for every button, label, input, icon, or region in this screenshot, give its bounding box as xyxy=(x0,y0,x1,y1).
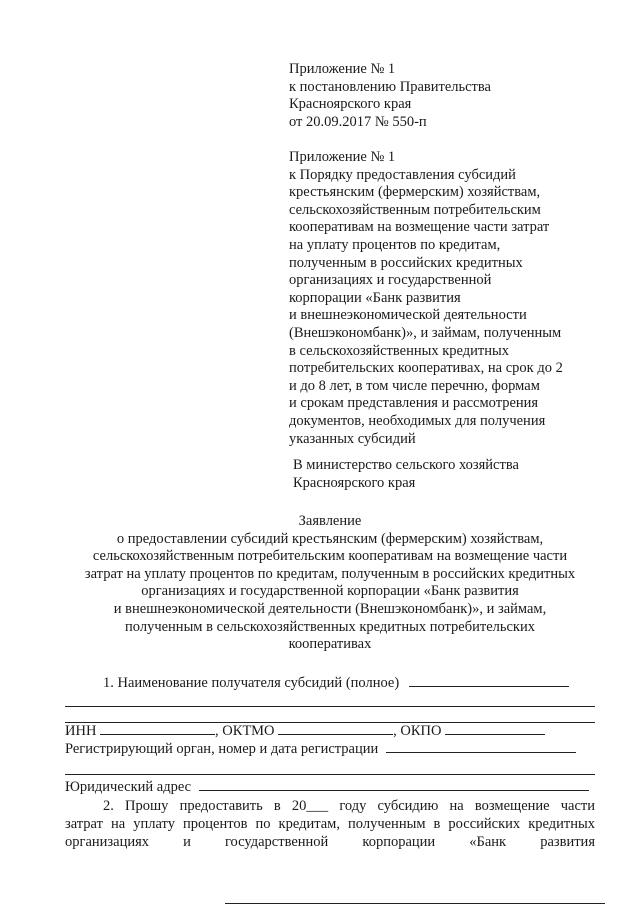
recipient-name-row xyxy=(65,674,595,692)
application-form xyxy=(65,664,595,904)
annex-header-procedure xyxy=(289,149,563,448)
statement-line: затрат на уплату процентов по кредитам, полученным в российских кредитных xyxy=(84,565,576,582)
inn-label: ИНН xyxy=(65,723,97,739)
statement-line: кооперативах xyxy=(288,636,372,653)
item2-line: затрат на уплату процентов по кредитам, полученным в российских кредитных xyxy=(65,816,595,832)
annex-line: крестьянским (фермерским) хозяйствам, xyxy=(289,184,541,201)
registrar-field-line[interactable] xyxy=(65,774,595,775)
annex-line: и срокам представления и рассмотрения xyxy=(289,395,539,412)
addressee xyxy=(293,457,519,492)
statement-line: о предоставлении субсидий крестьянским (фермерским) хозяйствам, xyxy=(116,530,544,547)
statement-line: и внешнеэкономической деятельности (Внешэкономбанк)», и займам, xyxy=(113,600,547,617)
okpo-field[interactable] xyxy=(445,722,545,735)
annex-line: потребительских кооперативах, на срок до 2 xyxy=(289,360,563,377)
annex-header-resolution xyxy=(289,61,491,131)
annex-line: организациях и государственной xyxy=(289,272,492,289)
annex-line: и внешнеэкономической деятельности xyxy=(289,307,527,324)
statement-line: организациях и государственной корпорации «Банк развития xyxy=(141,583,519,600)
inn-field[interactable] xyxy=(100,722,215,735)
annex-line: Приложение № 1 xyxy=(289,149,396,165)
annex-line: Приложение № 1 xyxy=(289,61,396,77)
oktmo-label: , ОКТМО xyxy=(215,723,275,739)
recipient-name-field[interactable] xyxy=(409,674,569,687)
annex-line: от 20.09.2017 № 550-п xyxy=(289,113,427,130)
legal-address-field[interactable] xyxy=(199,778,589,791)
addressee-line: Красноярского края xyxy=(293,474,416,491)
annex-line: указанных субсидий xyxy=(289,430,416,447)
item2-line: организациях и государственной корпорации «Банк развития xyxy=(65,834,595,850)
registrar-field[interactable] xyxy=(386,740,576,753)
annex-line: к постановлению Правительства xyxy=(289,78,491,95)
statement-line: полученным в сельскохозяйственных кредитных потребительских xyxy=(125,618,535,635)
recipient-name-field-line[interactable] xyxy=(65,706,595,707)
recipient-name-label: 1. Наименование получателя субсидий (полное) xyxy=(103,675,400,691)
legal-address-label: Юридический адрес xyxy=(65,779,192,795)
legal-address-row xyxy=(65,778,595,796)
annex-line: Красноярского края xyxy=(289,96,412,113)
registrar-label: Регистрирующий орган, номер и дата регистрации xyxy=(65,741,379,757)
registrar-row xyxy=(65,740,595,758)
page-bottom-rule xyxy=(225,903,605,904)
oktmo-field[interactable] xyxy=(278,722,393,735)
codes-row xyxy=(65,722,595,740)
annex-line: полученным в российских кредитных xyxy=(289,254,523,271)
statement-line: сельскохозяйственным потребительским кооперативам на возмещение части xyxy=(92,548,568,565)
annex-line: к Порядку предоставления субсидий xyxy=(289,166,516,183)
item2-line: 2. Прошу предоставить в 20___ году субсидию на возмещение части xyxy=(103,798,595,814)
addressee-line: В министерство сельского хозяйства xyxy=(293,457,519,473)
annex-line: сельскохозяйственным потребительским xyxy=(289,201,541,218)
annex-line: корпорации «Банк развития xyxy=(289,289,461,306)
statement-title xyxy=(60,513,600,654)
annex-line: кооперативам на возмещение части затрат xyxy=(289,219,550,236)
okpo-label: , ОКПО xyxy=(393,723,442,739)
annex-line: документов, необходимых для получения xyxy=(289,412,546,429)
statement-heading: Заявление xyxy=(298,513,362,529)
annex-line: (Внешэкономбанк)», и займам, полученным xyxy=(289,324,562,341)
annex-line: в сельскохозяйственных кредитных xyxy=(289,342,509,359)
annex-line: и до 8 лет, в том числе перечню, формам xyxy=(289,377,540,394)
annex-line: на уплату процентов по кредитам, xyxy=(289,236,501,253)
